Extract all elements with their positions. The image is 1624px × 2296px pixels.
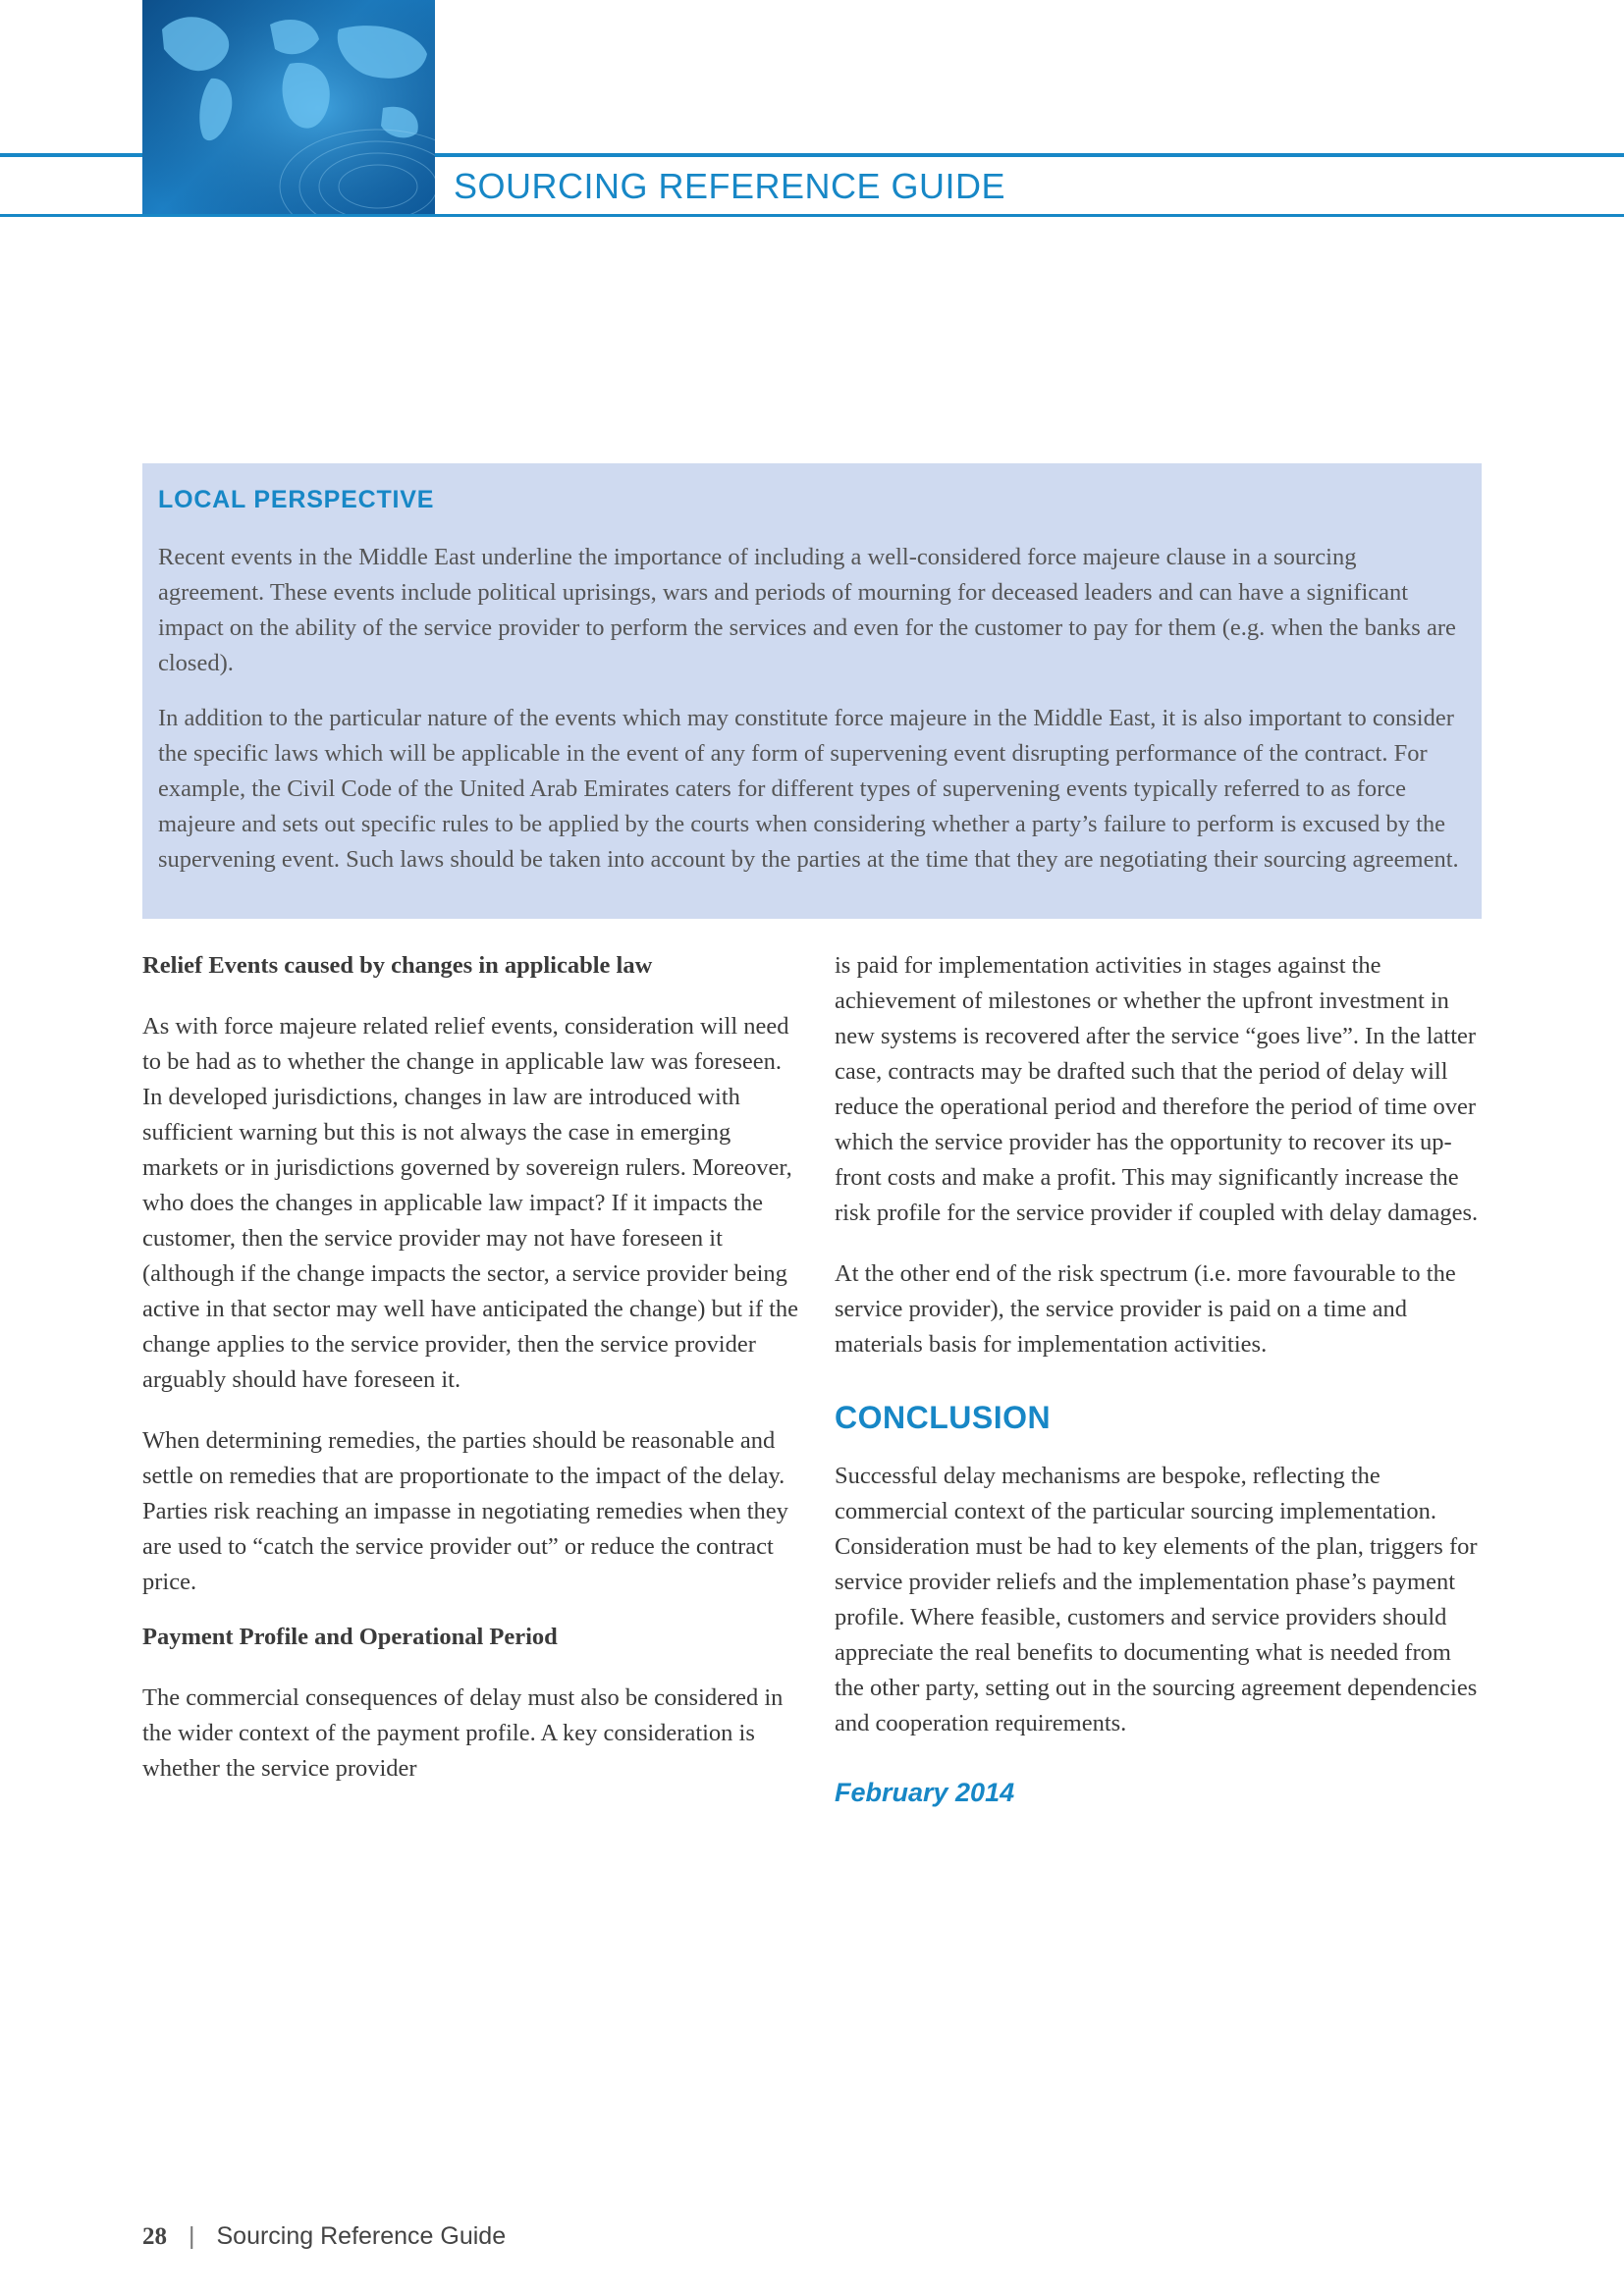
publication-date: February 2014 [835,1778,1015,1807]
conclusion-paragraph: Successful delay mechanisms are bespoke, reflecting the commercial context of the particular sourcing implementation. Consideration must be had to key elements of the plan, triggers for service provider reliefs and the implementation phase’s payment profile. Where feasible, customers and service providers should appreciate the real benefits to documenting what is needed from the other party, setting out in the sourcing agreement dependencies and cooperation requirements. [835,1463,1478,1736]
local-perspective-box [142,463,1482,919]
body-paragraph: At the other end of the risk spectrum (i.e. more favourable to the service provider), the service provider is paid on a time and materials basis for implementation activities. [835,1260,1456,1358]
section-heading-payment-profile: Payment Profile and Operational Period [142,1624,558,1650]
page-footer [142,2218,506,2254]
local-perspective-paragraph: In addition to the particular nature of the events which may constitute force majeure in the Middle East, it is also important to consider the specific laws which will be applicable in the event of any form of supervening event disrupting performance of the contract. For example, the Civil Code of the United Arab Emirates caters for different types of supervening events typically referred to as force majeure and sets out specific rules to be applied by the courts when considering whether a party’s failure to perform is excused by the supervening event. Such laws should be taken into account by the parties at the time that they are negotiating their sourcing agreement. [158,705,1459,873]
header-rule-bottom [0,214,1624,217]
section-heading-relief-events: Relief Events caused by changes in applicable law [142,952,653,979]
page-number: 28 [142,2223,167,2250]
conclusion-heading: CONCLUSION [835,1400,1052,1435]
footer-separator: | [189,2222,195,2250]
world-map-icon [142,0,435,217]
left-column [142,948,800,1787]
local-perspective-paragraph: Recent events in the Middle East underline the importance of including a well-considered force majeure clause in a sourcing agreement. These events include political uprisings, wars and periods of mourning for deceased leaders and can have a significant impact on the ability of the service provider to perform the services and even for the customer to pay for them (e.g. when the banks are closed). [158,544,1456,676]
body-paragraph: As with force majeure related relief events, consideration will need to be had as to whether the change in applicable law was foreseen. In developed jurisdictions, changes in law are introduced with sufficient warning but this is not always the case in emerging markets or in jurisdictions governed by sovereign rulers. Moreover, who does the changes in applicable law impact? If it impacts the customer, then the service provider may not have foreseen it (although if the change impacts the sector, a service provider being active in that sector may well have anticipated the change) but if the change applies to the service provider, then the service provider arguably should have foreseen it. [142,1013,799,1393]
body-paragraph: When determining remedies, the parties should be reasonable and settle on remedies that are proportionate to the impact of the delay. Parties risk reaching an impasse in negotiating remedies when they are used to “catch the service provider out” or reduce the contract price. [142,1427,788,1595]
body-paragraph: is paid for implementation activities in stages against the achievement of milestones or whether the upfront investment in new systems is recovered after the service “goes live”. In the latter case, contracts may be drafted such that the period of delay will reduce the operational period and therefore the period of time over which the service provider has the opportunity to recover its up-front costs and make a profit. This may significantly increase the risk profile for the service provider if coupled with delay damages. [835,952,1479,1226]
footer-guide-name: Sourcing Reference Guide [216,2222,507,2250]
header-title: SOURCING REFERENCE GUIDE [454,166,1006,206]
right-column [835,948,1483,1810]
body-paragraph: The commercial consequences of delay must also be considered in the wider context of the payment profile. A key consideration is whether the service provider [142,1684,784,1782]
local-perspective-heading: LOCAL PERSPECTIVE [158,486,435,513]
